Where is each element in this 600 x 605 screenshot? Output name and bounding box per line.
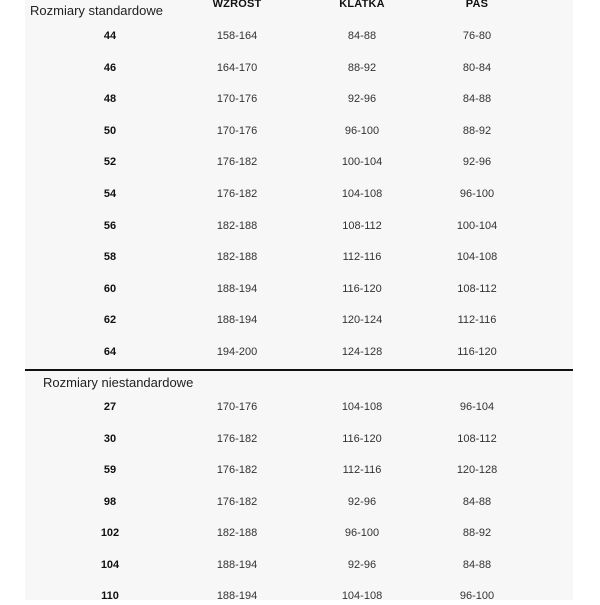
table-row (0, 311, 600, 329)
size-cell: 62 (103, 314, 117, 327)
table-row (0, 27, 600, 45)
table-row (0, 493, 600, 511)
waist-cell: 80-84 (462, 61, 492, 74)
chest-cell: 92-96 (347, 558, 377, 571)
table-row (0, 398, 600, 416)
waist-cell: 100-104 (456, 219, 498, 232)
table-row (0, 153, 600, 171)
waist-cell: 92-96 (462, 156, 492, 169)
table-row (0, 556, 600, 574)
height-cell: 176-182 (216, 495, 258, 508)
waist-cell: 116-120 (457, 346, 497, 358)
waist-cell: 120-128 (456, 464, 498, 476)
height-cell: 158-164 (216, 30, 258, 42)
waist-cell: 84-88 (462, 558, 492, 571)
section-divider (25, 369, 573, 371)
table-row (0, 185, 600, 203)
nonstandard-sizes-title: Rozmiary niestandardowe (43, 375, 194, 390)
chest-cell: 116-120 (342, 432, 382, 445)
size-cell: 50 (103, 124, 117, 137)
waist-cell: 96-100 (459, 590, 495, 602)
height-cell: 182-188 (216, 219, 258, 232)
standard-sizes-title: Rozmiary standardowe (30, 3, 163, 18)
height-cell: 188-194 (216, 558, 258, 571)
size-cell: 27 (103, 401, 117, 413)
table-row (0, 248, 600, 266)
table-row (0, 524, 600, 542)
table-row (0, 90, 600, 108)
table-row (0, 122, 600, 140)
chest-cell: 108-112 (342, 219, 382, 232)
waist-cell: 112-116 (457, 314, 497, 327)
height-cell: 182-188 (216, 527, 258, 539)
chest-cell: 112-116 (342, 251, 382, 264)
chest-cell: 120-124 (341, 314, 383, 327)
height-cell: 188-194 (216, 590, 258, 602)
header-waist: PAS (465, 0, 489, 10)
waist-cell: 84-88 (462, 93, 492, 106)
waist-cell: 108-112 (457, 432, 497, 445)
table-row (0, 343, 600, 361)
waist-cell: 96-104 (459, 401, 495, 413)
size-cell: 52 (103, 156, 117, 169)
height-cell: 176-182 (216, 464, 258, 476)
size-cell: 58 (103, 251, 117, 264)
size-cell: 59 (103, 464, 117, 476)
chest-cell: 104-108 (341, 188, 383, 200)
table-row (0, 280, 600, 298)
chest-cell: 92-96 (347, 495, 377, 508)
chest-cell: 112-116 (342, 464, 382, 476)
size-cell: 110 (101, 590, 119, 602)
table-row (0, 59, 600, 77)
height-cell: 182-188 (216, 251, 258, 264)
chest-cell: 116-120 (342, 282, 382, 295)
waist-cell: 108-112 (457, 282, 497, 295)
chest-cell: 92-96 (347, 93, 377, 106)
height-cell: 164-170 (216, 61, 258, 74)
size-cell: 102 (100, 527, 120, 539)
size-cell: 56 (103, 219, 117, 232)
height-cell: 176-182 (216, 156, 258, 169)
chest-cell: 100-104 (341, 156, 383, 169)
waist-cell: 88-92 (462, 527, 492, 539)
size-cell: 30 (103, 432, 117, 445)
size-cell: 46 (103, 61, 117, 74)
chest-cell: 104-108 (341, 590, 383, 602)
waist-cell: 84-88 (462, 495, 492, 508)
header-height: WZROST (212, 0, 262, 10)
waist-cell: 88-92 (462, 124, 492, 137)
height-cell: 170-176 (216, 124, 258, 137)
size-cell: 48 (103, 93, 117, 106)
chest-cell: 84-88 (347, 30, 377, 42)
header-chest: KLATKA (339, 0, 385, 10)
table-row (0, 217, 600, 235)
waist-cell: 96-100 (459, 188, 495, 200)
chest-cell: 124-128 (341, 346, 383, 358)
size-cell: 44 (103, 30, 117, 42)
height-cell: 194-200 (216, 346, 258, 358)
chest-cell: 96-100 (344, 527, 380, 539)
table-row (0, 461, 600, 479)
size-cell: 104 (100, 558, 120, 571)
height-cell: 176-182 (216, 188, 258, 200)
waist-cell: 104-108 (456, 251, 498, 264)
height-cell: 170-176 (216, 401, 258, 413)
size-cell: 54 (103, 188, 117, 200)
size-cell: 64 (103, 346, 117, 358)
table-row (0, 587, 600, 605)
table-row (0, 430, 600, 448)
height-cell: 170-176 (216, 93, 258, 106)
chest-cell: 88-92 (347, 61, 377, 74)
chest-cell: 104-108 (341, 401, 383, 413)
chest-cell: 96-100 (344, 124, 380, 137)
size-cell: 60 (103, 282, 117, 295)
size-cell: 98 (103, 495, 117, 508)
height-cell: 188-194 (216, 282, 258, 295)
height-cell: 176-182 (216, 432, 258, 445)
waist-cell: 76-80 (462, 30, 492, 42)
height-cell: 188-194 (216, 314, 258, 327)
